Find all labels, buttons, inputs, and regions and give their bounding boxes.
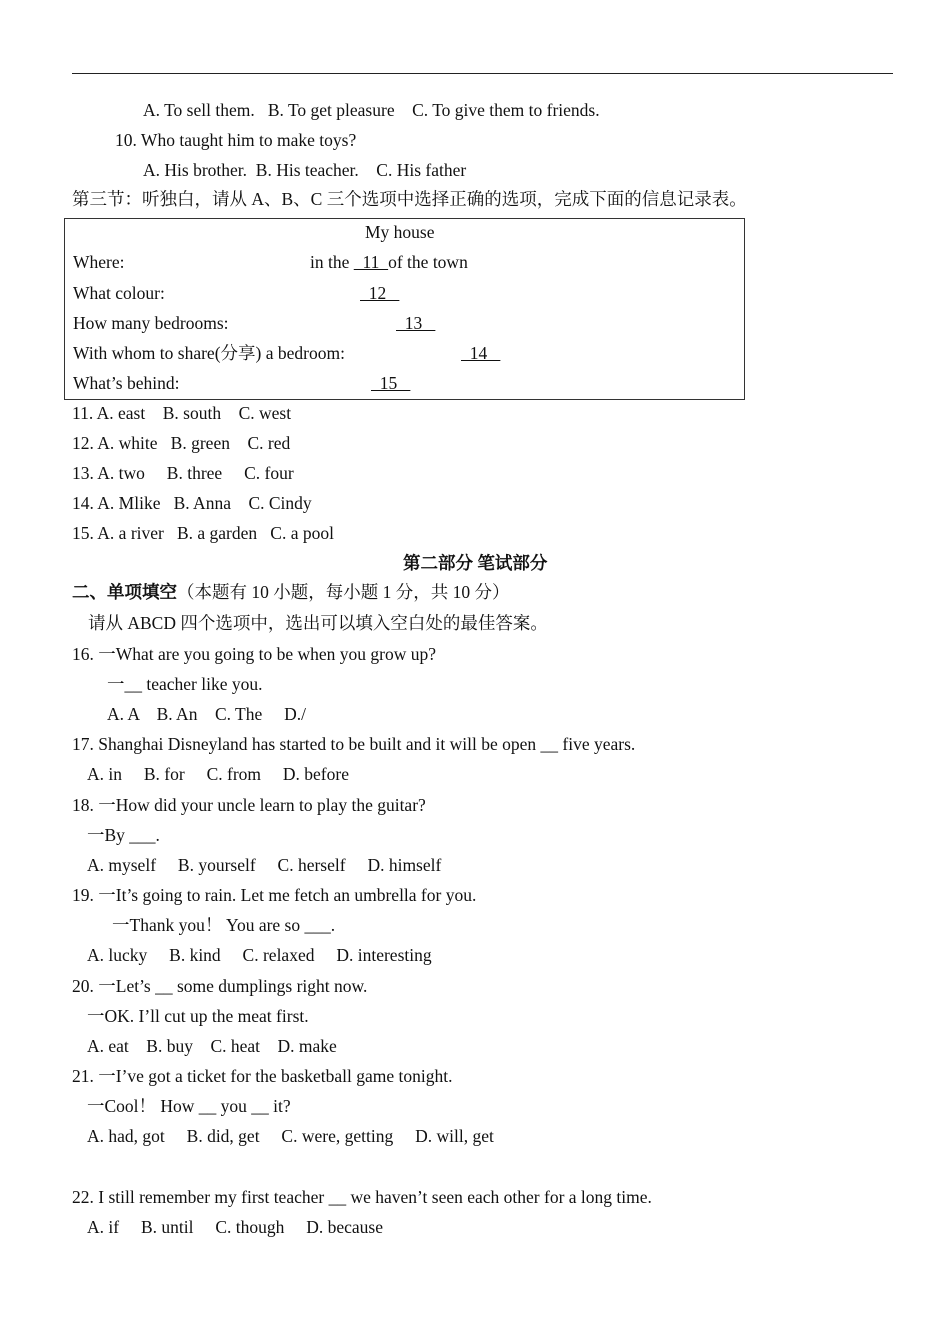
question-21: 21. 一I’ve got a ticket for the basketball game tonight. <box>72 1066 453 1086</box>
answer-blank-13: 13 <box>396 313 436 333</box>
question-18: 18. 一How did your uncle learn to play the guitar? <box>72 795 426 815</box>
question-13: 13. A. two B. three C. four <box>72 463 294 483</box>
question-16: 16. 一What are you going to be when you grow up? <box>72 644 437 664</box>
info-table-title: My house <box>365 222 435 242</box>
section2-note: （本题有 10 小题，每小题 1 分，共 10 分） <box>177 582 510 602</box>
section2-heading: 二、单项填空 <box>72 582 177 602</box>
section3-instruction: 第三节：听独白，请从 A、B、C 三个选项中选择正确的选项，完成下面的信息记录表。 <box>72 189 747 209</box>
question-16-response: 一__ teacher like you. <box>107 674 263 694</box>
question-17: 17. Shanghai Disneyland has started to be built and it will be open __ five years. <box>72 734 636 754</box>
info-row-label: With whom to share(分享) a bedroom: <box>73 343 345 363</box>
header-rule <box>72 73 893 74</box>
answer-blank-14: 14 <box>461 343 501 363</box>
answer-blank-11: 11 <box>353 252 389 272</box>
question-21-response: 一Cool！ How __ you __ it? <box>87 1096 291 1116</box>
info-row-label: What’s behind: <box>73 373 180 393</box>
info-row-answer: in the 11 of the town <box>310 252 468 272</box>
info-row-label: Where: <box>73 252 125 272</box>
info-row-label: What colour: <box>73 283 165 303</box>
section2-header <box>72 582 510 602</box>
question-19-options: A. lucky B. kind C. relaxed D. interesting <box>87 945 432 965</box>
question-20: 20. 一Let’s __ some dumplings right now. <box>72 976 368 996</box>
question-19-response: 一Thank you！ You are so ___. <box>112 915 336 935</box>
question-14: 14. A. Mlike B. Anna C. Cindy <box>72 493 312 513</box>
question-22-options: A. if B. until C. though D. because <box>87 1217 384 1237</box>
question-21-options: A. had, got B. did, get C. were, getting D. will, get <box>87 1126 494 1146</box>
question-16-options: A. A B. An C. The D./ <box>107 704 307 724</box>
question-19: 19. 一It’s going to rain. Let me fetch an umbrella for you. <box>72 885 477 905</box>
q10-question: 10. Who taught him to make toys? <box>115 130 357 150</box>
question-17-options: A. in B. for C. from D. before <box>87 764 349 784</box>
question-22: 22. I still remember my first teacher __ we haven’t seen each other for a long time. <box>72 1187 652 1207</box>
part2-title: 第二部分 笔试部分 <box>403 553 548 573</box>
q9-options: A. To sell them. B. To get pleasure C. To give them to friends. <box>143 100 600 120</box>
question-18-options: A. myself B. yourself C. herself D. himself <box>87 855 442 875</box>
section2-instruction: 请从 ABCD 四个选项中，选出可以填入空白处的最佳答案。 <box>88 613 548 633</box>
question-20-options: A. eat B. buy C. heat D. make <box>87 1036 337 1056</box>
question-12: 12. A. white B. green C. red <box>72 433 291 453</box>
question-18-response: 一By ___. <box>87 825 160 845</box>
answer-blank-12: 12 <box>360 283 400 303</box>
answer-blank-15: 15 <box>371 373 411 393</box>
info-table <box>64 218 745 400</box>
info-row-label: How many bedrooms: <box>73 313 229 333</box>
question-11: 11. A. east B. south C. west <box>72 403 292 423</box>
question-15: 15. A. a river B. a garden C. a pool <box>72 523 334 543</box>
q10-options: A. His brother. B. His teacher. C. His father <box>143 160 467 180</box>
question-20-response: 一OK. I’ll cut up the meat first. <box>87 1006 309 1026</box>
